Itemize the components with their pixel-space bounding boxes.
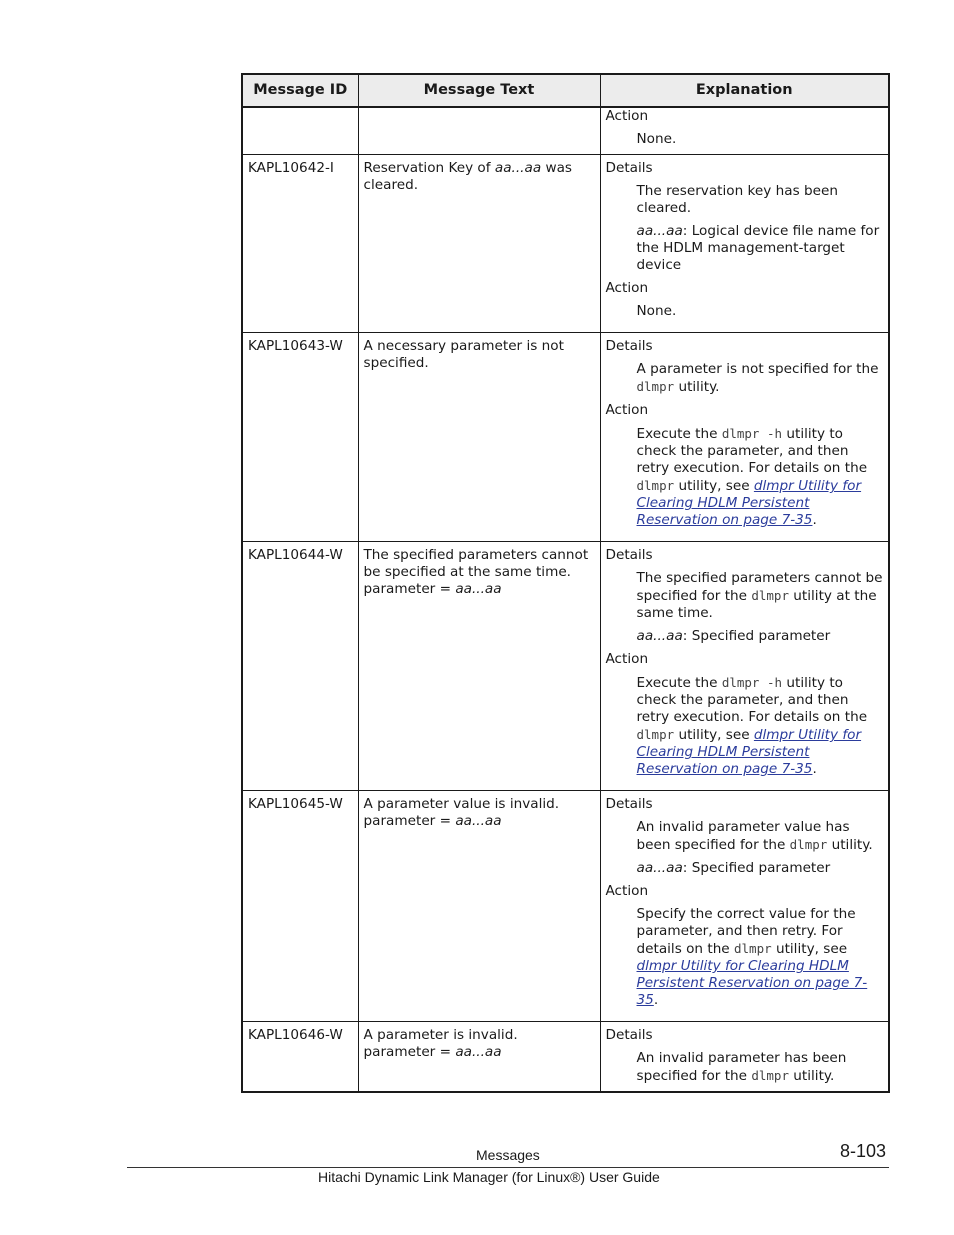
details-text-part: A parameter is not specified for the [636,361,879,377]
header-message-text: Message Text [358,74,600,107]
message-text: Reservation Key of [363,160,495,176]
details-text-part: : Specified parameter [682,860,831,876]
parameter-line [364,1044,596,1061]
variable-text: aa...aa [494,160,542,176]
code-text: dlmpr -h [721,675,783,690]
action-text: None. [636,303,677,319]
action-label: Action [605,651,649,667]
details-label: Details [605,338,653,354]
explanation-cell [600,155,889,333]
details-text-part: An invalid parameter value has been specified for the [636,819,850,853]
action-text-part: . [812,512,817,528]
explanation-cell [600,542,889,791]
message-text-cell [358,107,600,155]
table-row [242,155,889,333]
message-id-cell: KAPL10645-W [242,791,358,1022]
message-text-cell [358,791,600,1022]
action-label: Action [605,280,649,296]
code-text: dlmpr [751,1068,789,1083]
parameter-line [364,581,596,598]
parameter-label: parameter = [363,813,456,829]
header-message-id: Message ID [242,74,358,107]
variable-text: aa...aa [455,1044,502,1060]
message-id-cell: KAPL10646-W [242,1022,358,1093]
details-label: Details [605,547,653,563]
details-text [637,223,885,274]
action-label: Action [605,108,649,124]
parameter-label: parameter = [363,1044,456,1060]
action-text [637,674,885,778]
details-text-part: utility. [674,379,720,395]
action-text-part: . [812,761,817,777]
details-text [637,361,885,396]
footer-section-name: Messages [476,1147,540,1163]
explanation-cell [600,107,889,155]
table-row [242,791,889,1022]
message-table [241,73,890,1093]
message-text: The specified parameters cannot be specified at the same time. [363,547,589,580]
details-text [637,628,885,645]
message-text-cell [358,1022,600,1093]
message-text-cell: A necessary parameter is not specified. [358,333,600,542]
table-row [242,107,889,155]
code-text: dlmpr [636,379,675,394]
table-header-row [242,74,889,107]
message-id-cell [242,107,358,155]
code-text: dlmpr [636,478,675,493]
details-text [637,1050,885,1085]
action-text-part: utility, see [674,478,754,494]
variable-text: aa...aa [636,223,683,239]
header-explanation: Explanation [600,74,889,107]
table-row [242,1022,889,1093]
footer-divider [127,1167,889,1168]
parameter-label: parameter = [363,581,456,597]
details-text-part: utility at the same time. [636,588,877,621]
message-text: A parameter value is invalid. [363,796,560,812]
message-id-cell: KAPL10642-I [242,155,358,333]
details-text-part: utility. [827,837,873,853]
details-label: Details [605,796,653,812]
variable-text: aa...aa [636,628,683,644]
variable-text: aa...aa [636,860,683,876]
message-text-cell [358,155,600,333]
dlmpr-utility-link[interactable]: dlmpr Utility for Clearing HDLM Persistent Reservation on page 7-35 [636,727,862,777]
action-text-part: Specify the correct value for the parameter, and then retry. For details on the [636,906,856,957]
action-text [637,425,885,529]
action-text-part: Execute the [636,426,722,442]
message-id-cell: KAPL10644-W [242,542,358,791]
action-text-part: Execute the [636,675,722,691]
table-row [242,333,889,542]
details-text: The reservation key has been cleared. [636,183,838,216]
code-text: dlmpr [636,727,675,742]
details-text [637,819,885,854]
code-text: dlmpr [734,941,772,956]
variable-text: aa...aa [455,813,502,829]
explanation-cell [600,1022,889,1093]
action-text-part: utility to check the parameter, and then retry execution. For details on the [636,426,868,476]
code-text: dlmpr -h [721,426,783,441]
footer-document-title: Hitachi Dynamic Link Manager (for Linux®) User Guide [318,1169,660,1185]
message-id-cell: KAPL10643-W [242,333,358,542]
action-text-part: utility, see [771,941,848,957]
code-text: dlmpr [751,588,789,603]
action-label: Action [605,402,649,418]
action-text: None. [636,131,677,147]
action-text-part: utility to check the parameter, and then retry execution. For details on the [636,675,868,725]
action-text [637,906,885,1009]
message-text: A parameter is invalid. [363,1027,518,1043]
message-text: was cleared. [363,160,573,193]
details-text [637,570,885,622]
parameter-line [364,813,596,830]
code-text: dlmpr [789,837,828,852]
variable-text: aa...aa [455,581,502,597]
details-text-part: An invalid parameter has been specified for the [636,1050,847,1084]
details-label: Details [605,160,653,176]
details-text [637,860,885,877]
details-text-part: : Logical device file name for the HDLM management-target device [636,223,880,273]
explanation-cell [600,791,889,1022]
details-text-part: utility. [788,1068,835,1084]
action-label: Action [605,883,649,899]
footer-page-number: 8-103 [840,1141,887,1161]
details-text-part: The specified parameters cannot be specified for the [636,570,883,604]
dlmpr-utility-link[interactable]: dlmpr Utility for Clearing HDLM Persistent Reservation on page 7-35 [636,478,862,528]
details-text-part: : Specified parameter [682,628,831,644]
dlmpr-utility-link[interactable]: dlmpr Utility for Clearing HDLM Persistent Reservation on page 7-35 [636,958,868,1008]
action-text-part: utility, see [674,727,754,743]
action-text-part: . [653,992,659,1008]
table-row [242,542,889,791]
explanation-cell [600,333,889,542]
message-text-cell [358,542,600,791]
details-label: Details [605,1027,653,1043]
